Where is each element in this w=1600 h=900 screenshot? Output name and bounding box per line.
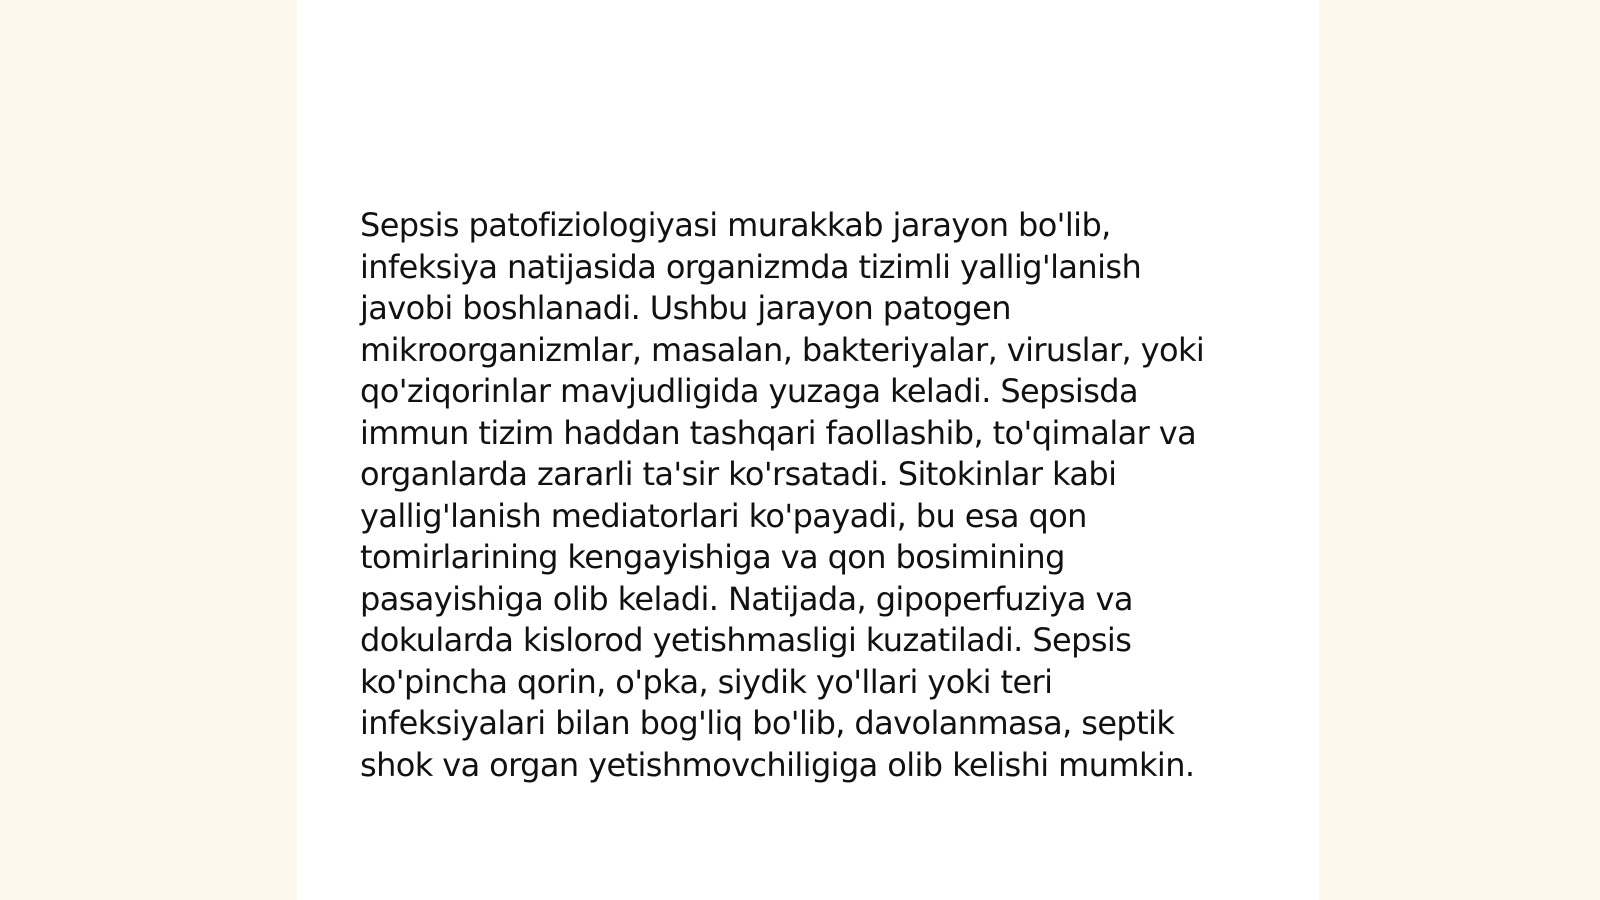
slide-panel xyxy=(297,0,1319,900)
body-line-8: yallig'lanish mediatorlari ko'payadi, bu esa qon xyxy=(360,496,1087,535)
body-line-7: organlarda zararli ta'sir ko'rsatadi. Sitokinlar kabi xyxy=(360,455,1117,493)
body-line-1: Sepsis patofiziologiyasi murakkab jarayon bo'lib, xyxy=(360,206,1111,244)
body-line-12: ko'pincha qorin, o'pka, siydik yo'llari yoki teri xyxy=(360,662,1053,701)
body-line-2: infeksiya natijasida organizmda tizimli yallig'lanish xyxy=(360,247,1142,286)
body-line-4: mikroorganizmlar, masalan, bakteriyalar, viruslar, yoki xyxy=(360,330,1205,369)
body-line-13: infeksiyalari bilan bog'liq bo'lib, davolanmasa, septik xyxy=(360,704,1175,742)
body-line-5: qo'ziqorinlar mavjudligida yuzaga keladi. Sepsisda xyxy=(360,372,1139,410)
body-line-14: shok va organ yetishmovchiligiga olib kelishi mumkin. xyxy=(360,745,1195,784)
body-line-11: dokularda kislorod yetishmasligi kuzatiladi. Sepsis xyxy=(360,621,1132,659)
body-line-9: tomirlarining kengayishiga va qon bosimining xyxy=(360,538,1065,576)
body-line-6: immun tizim haddan tashqari faollashib, to'qimalar va xyxy=(360,413,1197,452)
body-line-10: pasayishiga olib keladi. Natijada, gipoperfuziya va xyxy=(360,579,1133,618)
slide-body-text xyxy=(360,205,1260,786)
body-line-3: javobi boshlanadi. Ushbu jarayon patogen xyxy=(360,289,1011,327)
